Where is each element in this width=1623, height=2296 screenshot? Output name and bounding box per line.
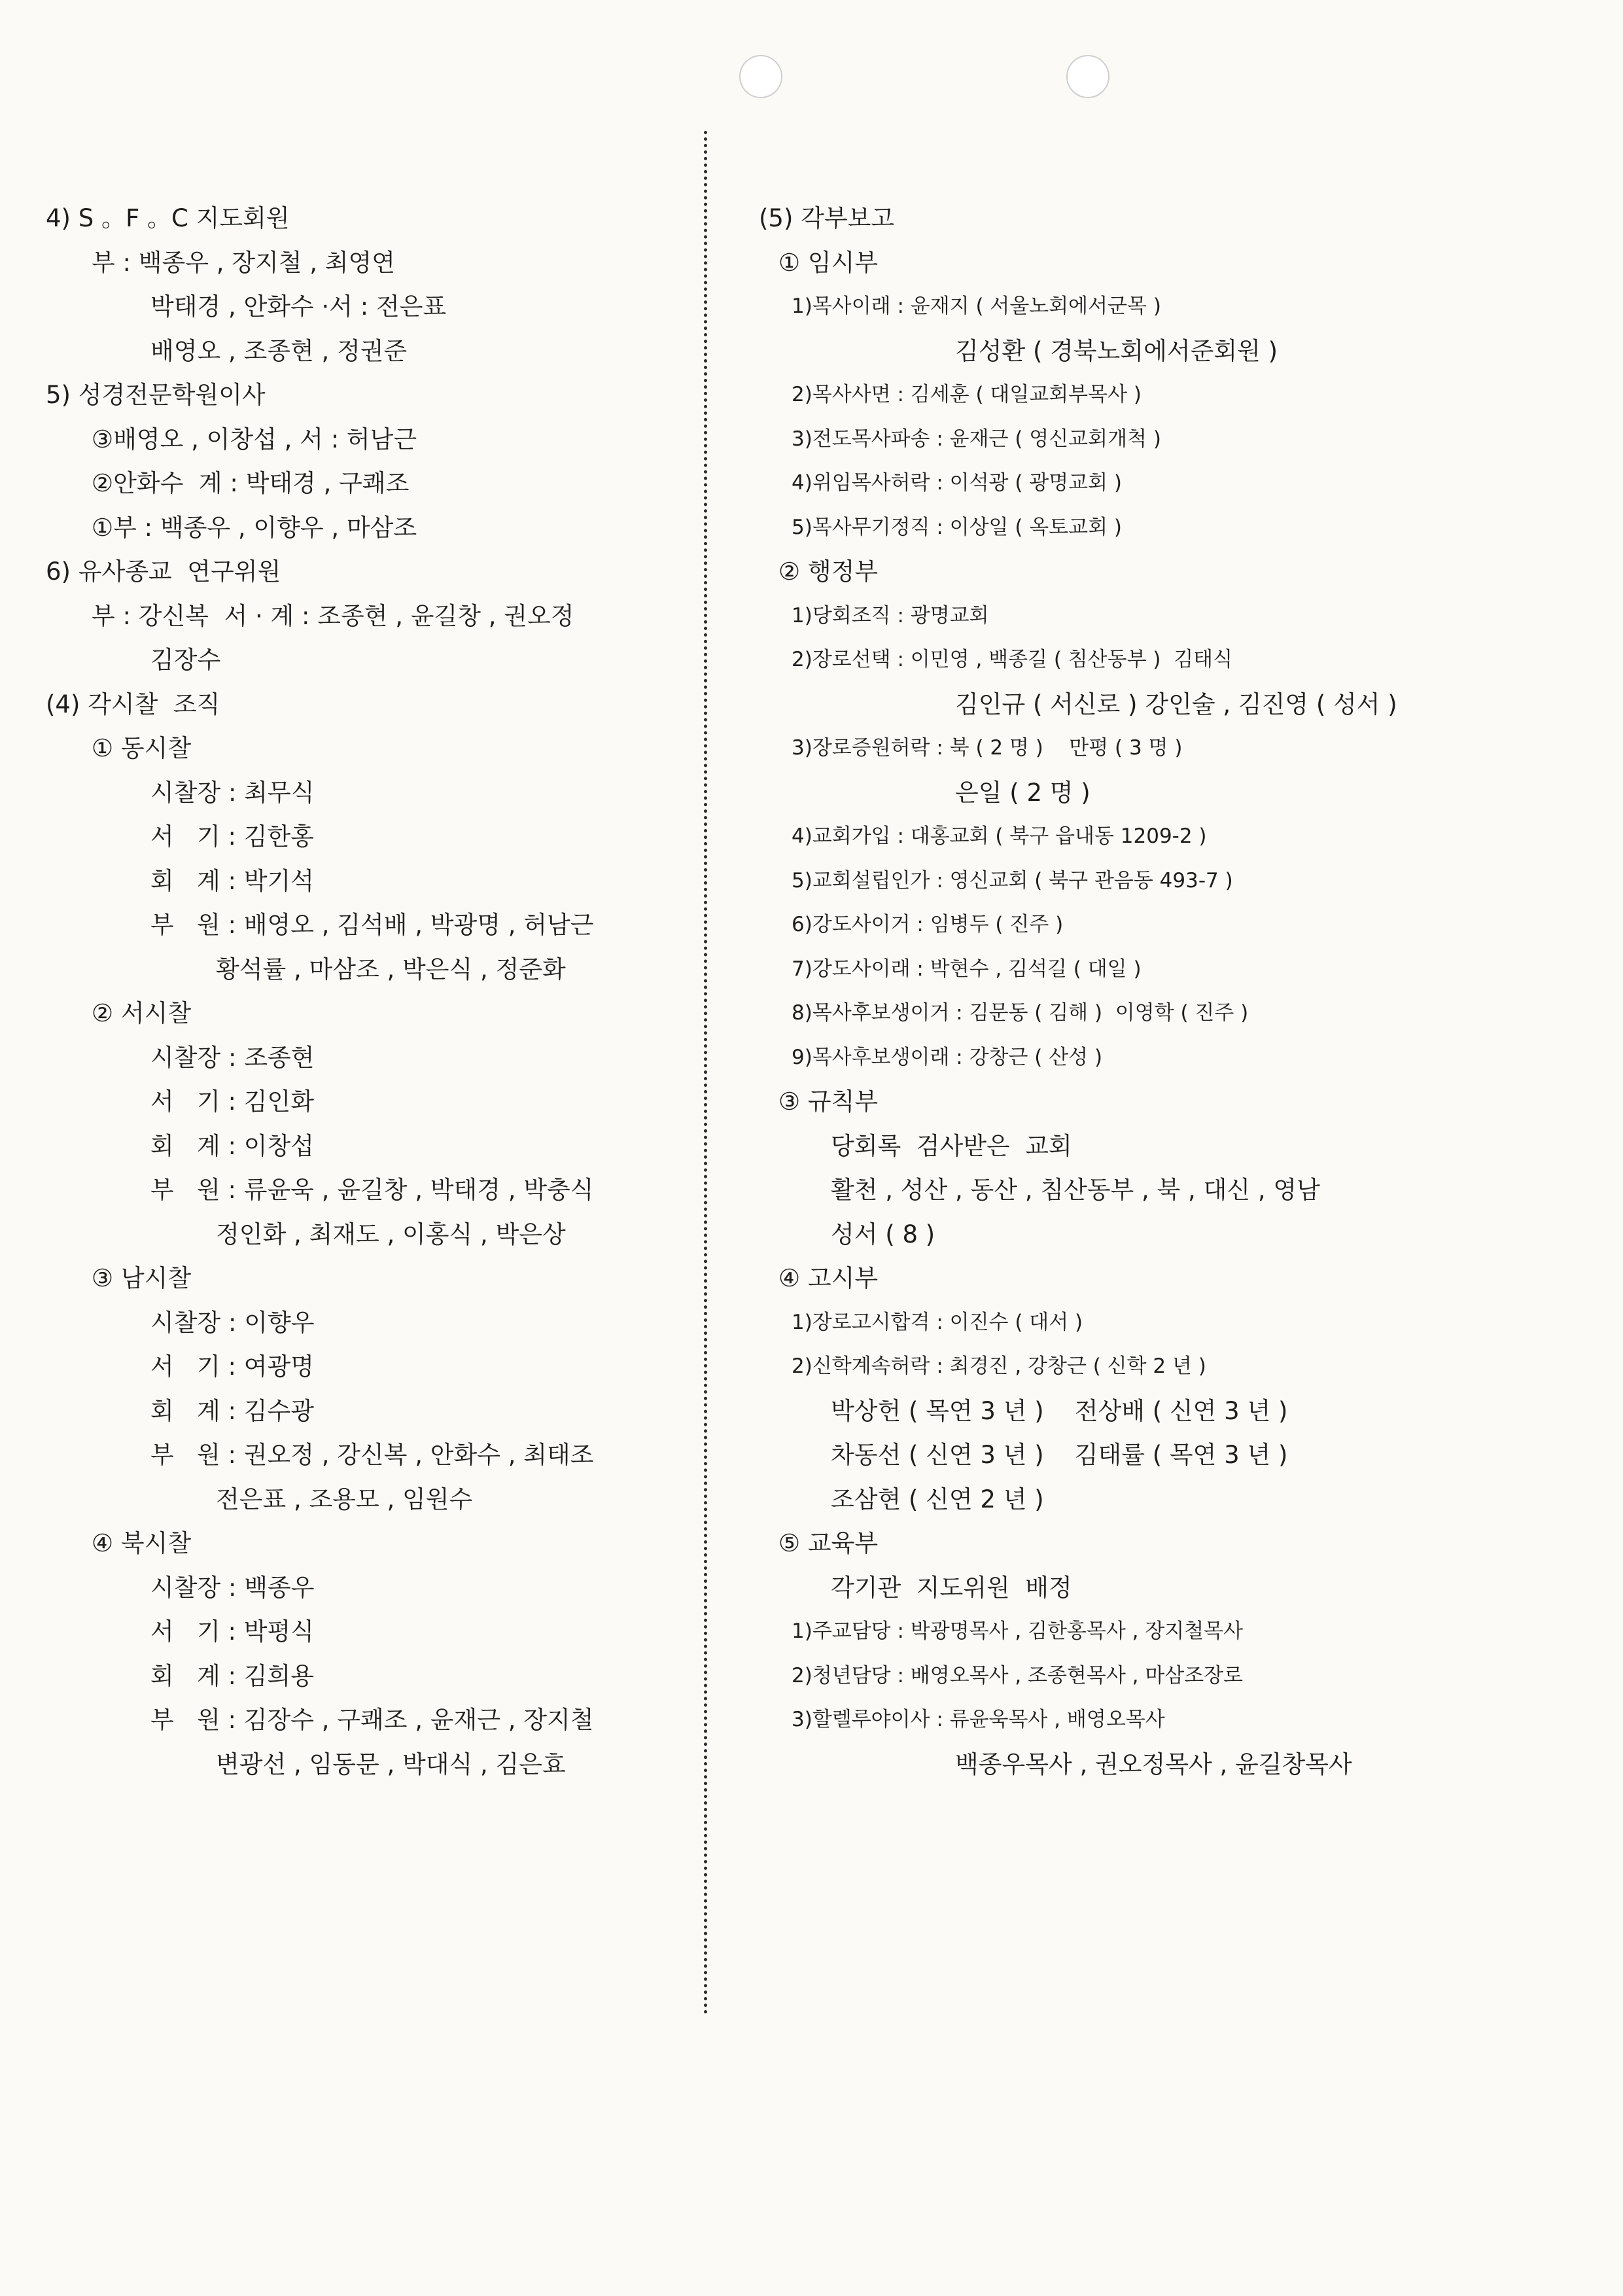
right-line: 김인규 ( 서신로 ) 강인술 , 김진영 ( 성서 ) xyxy=(955,690,1397,718)
left-line: 6) 유사종교 연구위원 xyxy=(46,557,281,586)
right-line: 차동선 ( 신연 3 년 ) 김태률 ( 목연 3 년 ) xyxy=(831,1441,1288,1469)
left-line: 서 기 : 김인화 xyxy=(150,1087,314,1116)
right-line: 4)교회가입 : 대홍교회 ( 북구 읍내동 1209-2 ) xyxy=(792,824,1207,848)
right-line: 2)장로선택 : 이민영 , 백종길 ( 침산동부 ) 김태식 xyxy=(792,648,1233,671)
right-line: 3)전도목사파송 : 윤재근 ( 영신교회개척 ) xyxy=(792,427,1161,451)
right-line: 9)목사후보생이래 : 강창근 ( 산성 ) xyxy=(792,1045,1103,1069)
right-line: 성서 ( 8 ) xyxy=(831,1220,935,1248)
left-line: (4) 각시찰 조직 xyxy=(46,690,220,718)
right-line: 은일 ( 2 명 ) xyxy=(955,778,1091,807)
right-line: 6)강도사이거 : 임병두 ( 진주 ) xyxy=(792,913,1064,936)
left-line: 회 계 : 박기석 xyxy=(150,866,314,895)
left-line: ①부 : 백종우 , 이향우 , 마삼조 xyxy=(92,513,417,542)
left-line: 부 원 : 권오정 , 강신복 , 안화수 , 최태조 xyxy=(150,1441,594,1469)
left-line: 배영오 , 조종현 , 정권준 xyxy=(150,336,408,365)
right-line: 1)장로고시합격 : 이진수 ( 대서 ) xyxy=(792,1310,1083,1334)
punch-hole-right xyxy=(1066,55,1109,98)
left-line: 4) S 。F 。C 지도회원 xyxy=(46,204,290,232)
left-line: 전은표 , 조용모 , 임원수 xyxy=(216,1485,473,1513)
left-line: 부 : 백종우 , 장지철 , 최영연 xyxy=(92,248,395,277)
right-line: 3)장로증원허락 : 북 ( 2 명 ) 만평 ( 3 명 ) xyxy=(792,736,1183,760)
right-line: 8)목사후보생이거 : 김문동 ( 김해 ) 이영학 ( 진주 ) xyxy=(792,1001,1249,1025)
left-line: 서 기 : 김한홍 xyxy=(150,822,314,851)
right-line: 7)강도사이래 : 박현수 , 김석길 ( 대일 ) xyxy=(792,957,1142,981)
left-line: 부 원 : 배영오 , 김석배 , 박광명 , 허남근 xyxy=(150,911,594,939)
right-line: 백종우목사 , 권오정목사 , 윤길창목사 xyxy=(955,1750,1352,1778)
right-line: ① 임시부 xyxy=(778,248,879,277)
right-line: 김성환 ( 경북노회에서준회원 ) xyxy=(955,336,1278,365)
left-line: 황석률 , 마삼조 , 박은식 , 정준화 xyxy=(216,955,566,983)
left-line: ②안화수 계 : 박태경 , 구쾌조 xyxy=(92,469,410,497)
right-line: ④ 고시부 xyxy=(778,1264,879,1292)
right-line: 5)교회설립인가 : 영신교회 ( 북구 관음동 493-7 ) xyxy=(792,868,1233,892)
right-line: 1)주교담당 : 박광명목사 , 김한홍목사 , 장지철목사 xyxy=(792,1619,1244,1643)
left-line: 변광선 , 임동문 , 박대식 , 김은효 xyxy=(216,1750,566,1778)
left-line: 서 기 : 여광명 xyxy=(150,1352,314,1381)
right-line: 활천 , 성산 , 동산 , 침산동부 , 북 , 대신 , 영남 xyxy=(831,1176,1320,1204)
right-line: ③ 규칙부 xyxy=(778,1087,879,1116)
right-line: 각기관 지도위원 배정 xyxy=(831,1573,1072,1602)
left-line: ③배영오 , 이창섭 , 서 : 허남근 xyxy=(92,425,417,453)
left-line: 회 계 : 김희용 xyxy=(150,1661,314,1690)
right-line: 5)목사무기정직 : 이상일 ( 옥토교회 ) xyxy=(792,515,1123,539)
left-line: 5) 성경전문학원이사 xyxy=(46,381,266,409)
left-line: 박태경 , 안화수 ·서 : 전은표 xyxy=(150,292,447,321)
right-line: ② 행정부 xyxy=(778,557,879,586)
right-line: 박상헌 ( 목연 3 년 ) 전상배 ( 신연 3 년 ) xyxy=(831,1396,1288,1425)
left-line: 회 계 : 이창섭 xyxy=(150,1131,314,1160)
right-line: 1)당회조직 : 광명교회 xyxy=(792,603,989,627)
left-line: 회 계 : 김수광 xyxy=(150,1396,314,1425)
left-line: 부 원 : 류윤욱 , 윤길창 , 박태경 , 박충식 xyxy=(150,1176,594,1204)
right-line: 3)할렐루야이사 : 류윤욱목사 , 배영오목사 xyxy=(792,1708,1165,1731)
left-line: ② 서시찰 xyxy=(92,999,192,1027)
left-line: 부 원 : 김장수 , 구쾌조 , 윤재근 , 장지철 xyxy=(150,1706,594,1734)
right-line: 2)목사사면 : 김세훈 ( 대일교회부목사 ) xyxy=(792,383,1142,406)
left-line: 시찰장 : 조종현 xyxy=(150,1043,315,1072)
left-line: 부 : 강신복 서 · 계 : 조종현 , 윤길창 , 권오정 xyxy=(92,601,574,630)
punch-hole-left xyxy=(739,55,782,98)
right-line: (5) 각부보고 xyxy=(759,204,895,232)
left-line: 김장수 xyxy=(150,646,221,674)
left-column xyxy=(46,196,693,1786)
left-line: ① 동시찰 xyxy=(92,734,192,762)
left-line: 시찰장 : 이향우 xyxy=(150,1308,315,1337)
left-line: 시찰장 : 백종우 xyxy=(150,1573,315,1602)
left-line: ④ 북시찰 xyxy=(92,1529,192,1557)
right-line: 당회록 검사받은 교회 xyxy=(831,1131,1072,1160)
right-line: ⑤ 교육부 xyxy=(778,1529,879,1557)
right-line: 2)신학계속허락 : 최경진 , 강창근 ( 신학 2 년 ) xyxy=(792,1354,1206,1378)
left-line: 시찰장 : 최무식 xyxy=(150,778,315,807)
right-line: 조삼현 ( 신연 2 년 ) xyxy=(831,1485,1044,1513)
left-line: 서 기 : 박평식 xyxy=(150,1617,314,1646)
left-line: 정인화 , 최재도 , 이홍식 , 박은상 xyxy=(216,1220,566,1248)
right-line: 4)위임목사허락 : 이석광 ( 광명교회 ) xyxy=(792,471,1123,495)
right-line: 2)청년담당 : 배영오목사 , 조종현목사 , 마삼조장로 xyxy=(792,1663,1244,1687)
column-divider xyxy=(704,131,707,2015)
left-line: ③ 남시찰 xyxy=(92,1264,192,1292)
right-line: 1)목사이래 : 윤재지 ( 서울노회에서군목 ) xyxy=(792,294,1161,318)
right-column xyxy=(759,196,1577,1786)
